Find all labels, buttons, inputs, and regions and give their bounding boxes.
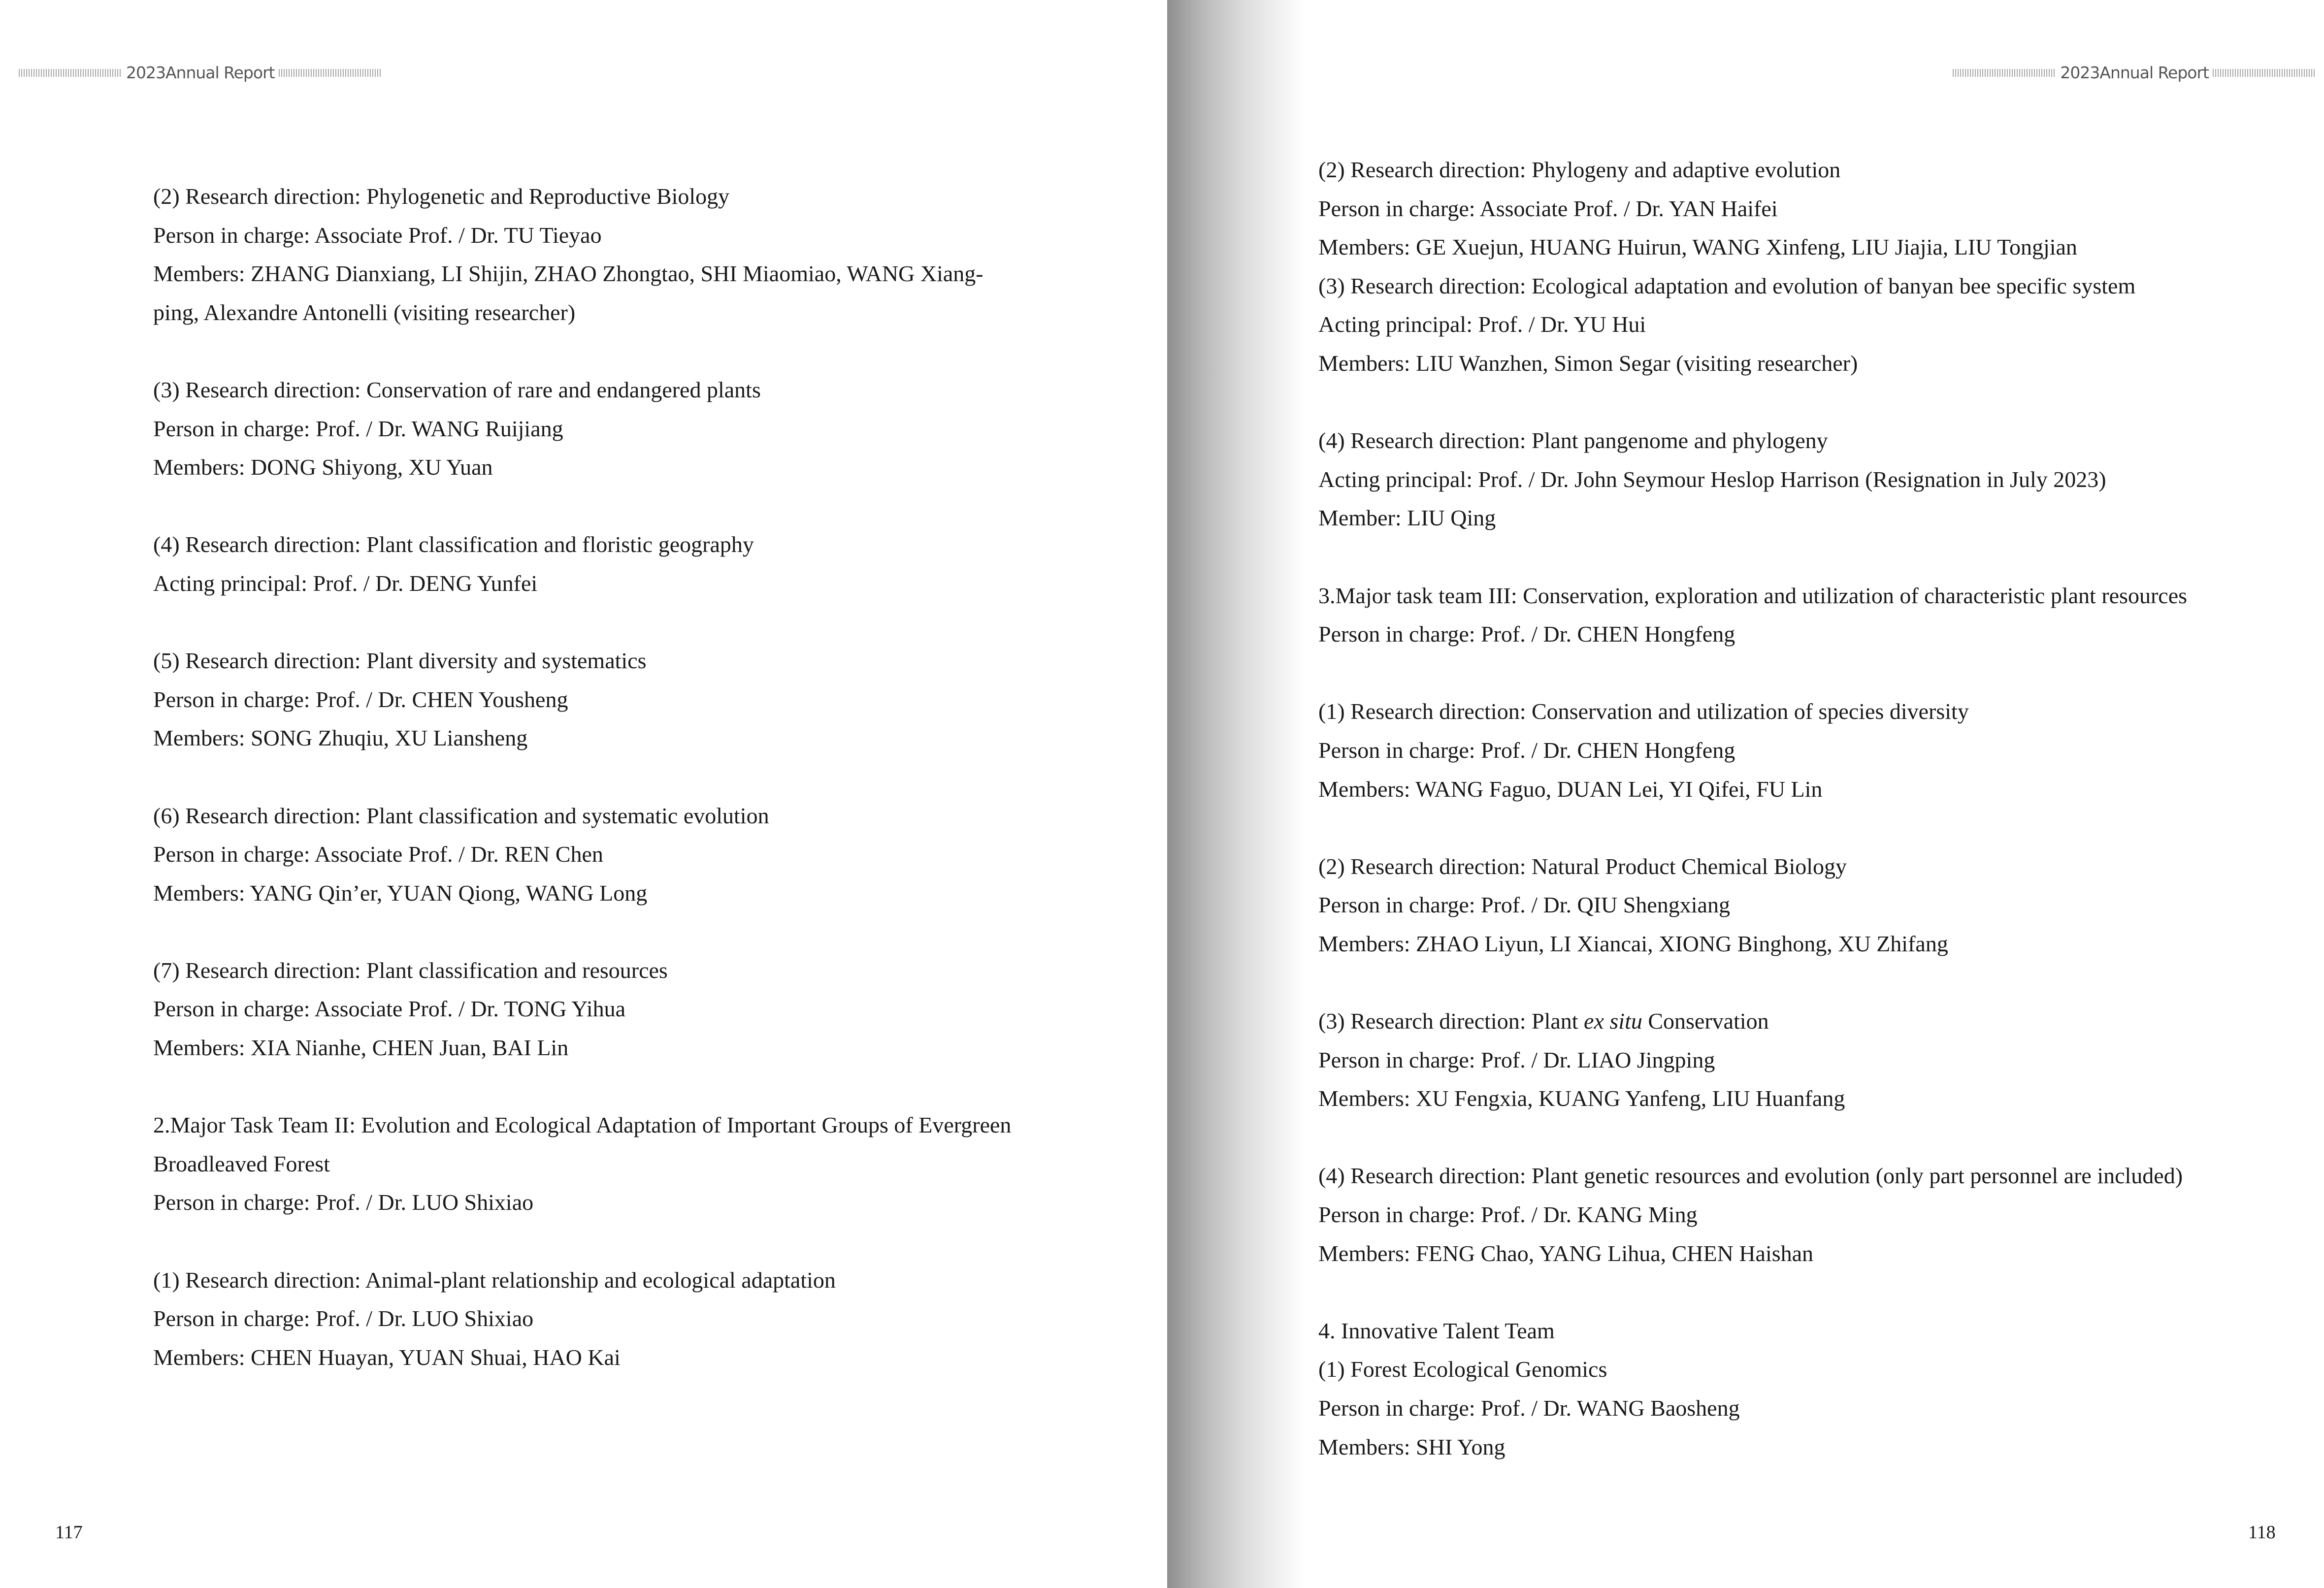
blank-line	[153, 1222, 1011, 1261]
blank-line	[153, 487, 1011, 526]
text-line: Person in charge: Associate Prof. / Dr. REN Chen	[153, 842, 603, 867]
spine-shadow	[1167, 0, 1305, 1588]
text-line: Person in charge: Prof. / Dr. QIU Shengxiang	[1318, 892, 1730, 918]
text-line: 4. Innovative Talent Team	[1318, 1318, 1555, 1343]
page-number: 117	[55, 1522, 83, 1543]
text-line: (4) Research direction: Plant pangenome and phylogeny	[1318, 428, 1828, 454]
blank-line	[1318, 1118, 2187, 1157]
text-line: Person in charge: Prof. / Dr. CHEN Hongfeng	[1318, 737, 1735, 763]
body-text	[1318, 151, 2187, 1466]
blank-line	[153, 912, 1011, 951]
text-line: Person in charge: Prof. / Dr. WANG Baosheng	[1318, 1395, 1740, 1421]
header-title: 2023Annual Report	[2060, 63, 2209, 82]
text-line: 2.Major Task Team II: Evolution and Ecological Adaptation of Important Groups of Evergreen	[153, 1112, 1012, 1138]
blank-line	[1318, 654, 2187, 693]
text-line: Person in charge: Prof. / Dr. LUO Shixiao	[153, 1306, 534, 1331]
text-line: (2) Research direction: Natural Product Chemical Biology	[1318, 853, 1847, 879]
text-line: Person in charge: Prof. / Dr. CHEN Yousheng	[153, 686, 568, 712]
text-segment: (3) Research direction: Plant	[1318, 1008, 1584, 1034]
blank-line	[153, 332, 1011, 371]
text-line: (3) Research direction: Conservation of rare and endangered plants	[153, 377, 761, 402]
text-line: ping, Alexandre Antonelli (visiting researcher)	[153, 299, 576, 325]
text-line: Person in charge: Associate Prof. / Dr. TU Tieyao	[153, 222, 602, 248]
text-line: (6) Research direction: Plant classification and systematic evolution	[153, 803, 769, 828]
text-line: Person in charge: Associate Prof. / Dr. YAN Haifei	[1318, 195, 1778, 221]
text-line: Members: SHI Yong	[1318, 1434, 1506, 1459]
text-line: Members: YANG Qin’er, YUAN Qiong, WANG Long	[153, 880, 648, 906]
text-line: Members: ZHAO Liyun, LI Xiancai, XIONG Binghong, XU Zhifang	[1318, 931, 1948, 956]
text-line: Members: XU Fengxia, KUANG Yanfeng, LIU Huanfang	[1318, 1086, 1845, 1111]
text-line: Acting principal: Prof. / Dr. DENG Yunfei	[153, 570, 538, 596]
text-line: (2) Research direction: Phylogeny and adaptive evolution	[1318, 157, 1841, 182]
text-line: Members: FENG Chao, YANG Lihua, CHEN Haishan	[1318, 1240, 1814, 1266]
blank-line	[1318, 538, 2187, 577]
text-line: Members: DONG Shiyong, XU Yuan	[153, 454, 493, 480]
text-line: Broadleaved Forest	[153, 1151, 330, 1176]
right-page	[1167, 0, 2324, 1588]
header-rule	[279, 69, 382, 77]
text-line: (1) Research direction: Animal-plant relationship and ecological adaptation	[153, 1267, 836, 1293]
header-rule	[2213, 69, 2316, 77]
text-line: Member: LIU Qing	[1318, 505, 1496, 531]
header-rule	[19, 69, 122, 77]
text-line: Members: SONG Zhuqiu, XU Liansheng	[153, 725, 528, 751]
blank-line	[153, 603, 1011, 642]
text-line: (3) Research direction: Ecological adaptation and evolution of banyan bee specific system	[1318, 273, 2136, 298]
text-line: Person in charge: Associate Prof. / Dr. TONG Yihua	[153, 996, 626, 1022]
text-line: Members: CHEN Huayan, YUAN Shuai, HAO Kai	[153, 1344, 621, 1370]
text-line: Person in charge: Prof. / Dr. CHEN Hongfeng	[1318, 621, 1735, 647]
text-line: Members: GE Xuejun, HUANG Huirun, WANG Xinfeng, LIU Jiajia, LIU Tongjian	[1318, 234, 2077, 260]
running-header	[15, 63, 386, 82]
blank-line	[1318, 963, 2187, 1002]
text-segment: Conservation	[1642, 1008, 1769, 1034]
text-line: (4) Research direction: Plant genetic resources and evolution (only part personnel are included)	[1318, 1163, 2183, 1189]
header-title: 2023Annual Report	[126, 63, 275, 82]
text-line: Members: ZHANG Dianxiang, LI Shijin, ZHAO Zhongtao, SHI Miaomiao, WANG Xiang-	[153, 261, 983, 287]
text-line: Members: LIU Wanzhen, Simon Segar (visiting researcher)	[1318, 350, 1858, 376]
text-line: Acting principal: Prof. / Dr. YU Hui	[1318, 312, 1646, 337]
blank-line	[1318, 1273, 2187, 1312]
text-line: (2) Research direction: Phylogenetic and Reproductive Biology	[153, 184, 730, 209]
text-line: (1) Research direction: Conservation and utilization of species diversity	[1318, 699, 1969, 724]
italic-term: ex situ	[1584, 1008, 1642, 1034]
blank-line	[153, 1068, 1011, 1106]
text-line: Person in charge: Prof. / Dr. KANG Ming	[1318, 1202, 1698, 1228]
text-line: 3.Major task team III: Conservation, exploration and utilization of characteristic plant resources	[1318, 583, 2188, 608]
text-line: Members: WANG Faguo, DUAN Lei, YI Qifei, FU Lin	[1318, 776, 1823, 802]
blank-line	[1318, 383, 2187, 422]
text-line: Person in charge: Prof. / Dr. LIAO Jingping	[1318, 1047, 1715, 1072]
text-line: Person in charge: Prof. / Dr. LUO Shixiao	[153, 1190, 534, 1215]
text-line: (4) Research direction: Plant classification and floristic geography	[153, 532, 754, 557]
text-line: (7) Research direction: Plant classification and resources	[153, 957, 668, 983]
header-rule	[1953, 69, 2056, 77]
page-number: 118	[2248, 1522, 2276, 1543]
blank-line	[1318, 809, 2187, 847]
text-line: Acting principal: Prof. / Dr. John Seymour Heslop Harrison (Resignation in July 2023)	[1318, 466, 2106, 492]
text-line: (5) Research direction: Plant diversity and systematics	[153, 648, 647, 674]
text-line: Members: XIA Nianhe, CHEN Juan, BAI Lin	[153, 1035, 569, 1061]
body-text	[153, 177, 1011, 1377]
text-line	[1318, 1002, 2187, 1041]
blank-line	[153, 758, 1011, 797]
text-line: (1) Forest Ecological Genomics	[1318, 1357, 1607, 1382]
text-line: Person in charge: Prof. / Dr. WANG Ruijiang	[153, 416, 563, 441]
running-header	[1949, 63, 2320, 82]
